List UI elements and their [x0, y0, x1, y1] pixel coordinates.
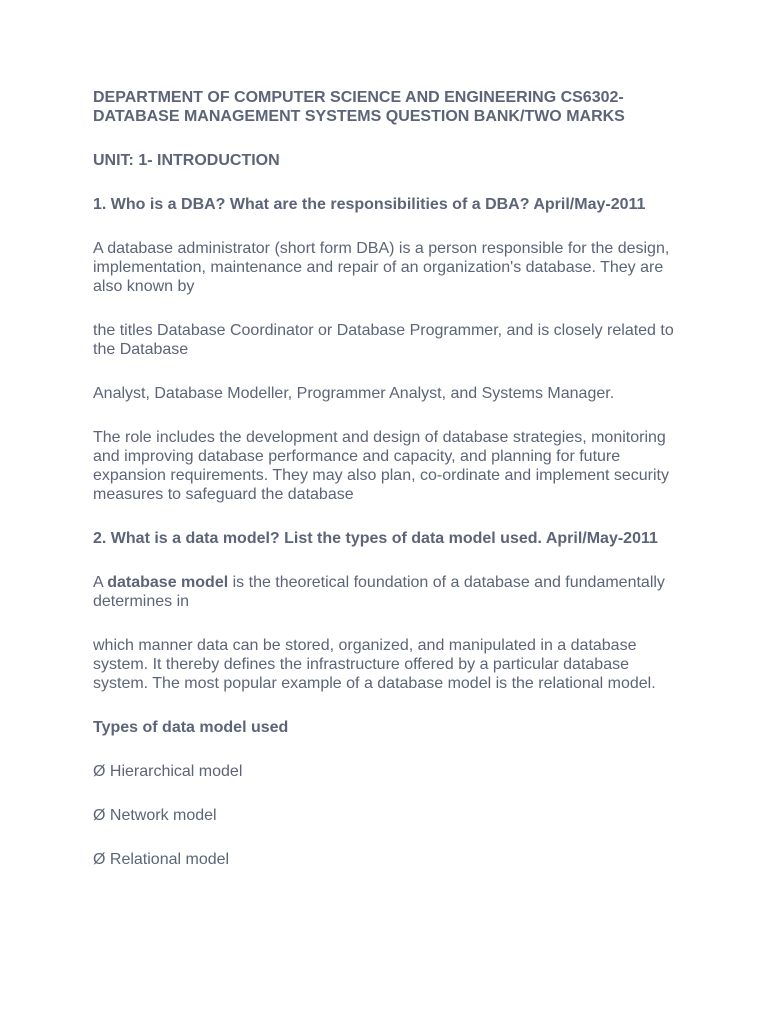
- unit-heading: UNIT: 1- INTRODUCTION: [93, 152, 280, 169]
- document-page: [93, 88, 683, 894]
- q1-paragraph-3: Analyst, Database Modeller, Programmer Analyst, and Systems Manager.: [93, 385, 615, 402]
- list-item-hierarchical: Ø Hierarchical model: [93, 763, 243, 780]
- types-heading: Types of data model used: [93, 719, 289, 736]
- q2-paragraph-1-suffix: is the theoretical foundation of a database and fundamentally determines in: [93, 574, 665, 610]
- database-model-term: database model: [107, 574, 229, 591]
- document-title: DEPARTMENT OF COMPUTER SCIENCE AND ENGINEERING CS6302- DATABASE MANAGEMENT SYSTEMS QUESTION BANK/TWO MARKS: [93, 89, 625, 125]
- q1-paragraph-4: The role includes the development and design of database strategies, monitoring and improving database performance and capacity, and planning for future expansion requirements. They may also plan, co-ordinate and implement security measures to safeguard the database: [93, 429, 669, 503]
- q1-paragraph-1: A database administrator (short form DBA) is a person responsible for the design, implementation, maintenance and repair of an organization's database. They are also known by: [93, 240, 670, 295]
- list-item-network: Ø Network model: [93, 807, 217, 824]
- list-item-relational: Ø Relational model: [93, 851, 230, 868]
- q1-paragraph-2: the titles Database Coordinator or Database Programmer, and is closely related to the Database: [93, 322, 674, 358]
- question-1: 1. Who is a DBA? What are the responsibilities of a DBA? April/May-2011: [93, 196, 646, 213]
- q2-paragraph-1-prefix: A: [93, 574, 108, 591]
- q2-paragraph-1: [93, 573, 683, 611]
- question-2: 2. What is a data model? List the types of data model used. April/May-2011: [93, 530, 658, 547]
- q2-paragraph-2: which manner data can be stored, organized, and manipulated in a database system. It thereby defines the infrastructure offered by a particular database system. The most popular example of a database model is the relational model.: [93, 637, 656, 692]
